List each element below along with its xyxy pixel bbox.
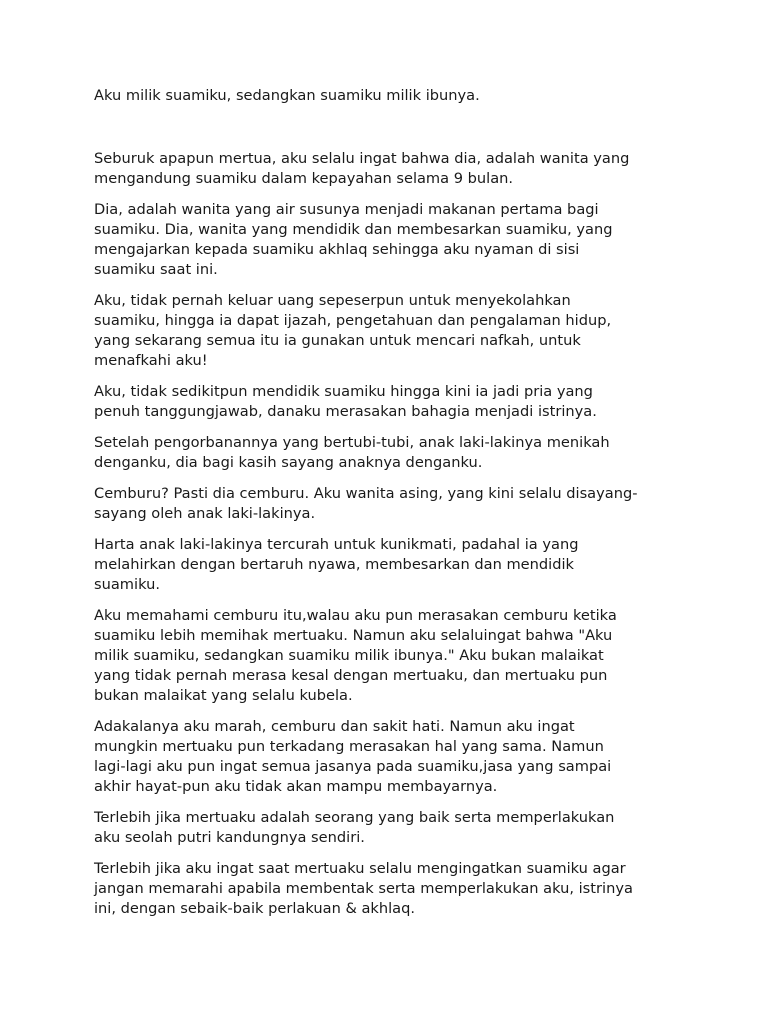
paragraph-6: Cemburu? Pasti dia cemburu. Aku wanita asing, yang kini selalu disayang- sayang oleh anak laki-lakinya. xyxy=(94,485,638,522)
paragraph-1: Seburuk apapun mertua, aku selalu ingat bahwa dia, adalah wanita yang mengandung suamiku dalam kepayahan selama 9 bulan. xyxy=(94,150,630,187)
paragraph-3: Aku, tidak pernah keluar uang sepeserpun untuk menyekolahkan suamiku, hingga ia dapat ijazah, pengetahuan dan pengalaman hidup, yang sekarang semua itu ia gunakan untuk mencari nafkah, untuk menafkahi aku! xyxy=(94,292,612,369)
paragraph-10: Terlebih jika mertuaku adalah seorang yang baik serta memperlakukan aku seolah putri kandungnya sendiri. xyxy=(94,809,615,846)
document-title: Aku milik suamiku, sedangkan suamiku milik ibunya. xyxy=(94,87,480,104)
paragraph-9: Adakalanya aku marah, cemburu dan sakit hati. Namun aku ingat mungkin mertuaku pun terkadang merasakan hal yang sama. Namun lagi-lagi aku pun ingat semua jasanya pada suamiku,jasa yang sampai akhir hayat-pun aku tidak akan mampu membayarnya. xyxy=(94,718,612,795)
paragraph-11: Terlebih jika aku ingat saat mertuaku selalu mengingatkan suamiku agar jangan memarahi apabila membentak serta memperlakukan aku, istrinya ini, dengan sebaik-baik perlakuan & akhlaq. xyxy=(94,860,633,917)
paragraph-4: Aku, tidak sedikitpun mendidik suamiku hingga kini ia jadi pria yang penuh tanggungjawab, danaku merasakan bahagia menjadi istrinya. xyxy=(94,383,597,420)
paragraph-8: Aku memahami cemburu itu,walau aku pun merasakan cemburu ketika suamiku lebih memihak mertuaku. Namun aku selaluingat bahwa "Aku milik suamiku, sedangkan suamiku milik ibunya." Aku bukan malaikat yang tidak pernah merasa kesal dengan mertuaku, dan mertuaku pun bukan malaikat yang selalu kubela. xyxy=(94,607,617,704)
paragraph-5: Setelah pengorbanannya yang bertubi-tubi, anak laki-lakinya menikah denganku, dia bagi kasih sayang anaknya denganku. xyxy=(94,434,610,471)
paragraph-2: Dia, adalah wanita yang air susunya menjadi makanan pertama bagi suamiku. Dia, wanita yang mendidik dan membesarkan suamiku, yang mengajarkan kepada suamiku akhlaq sehingga aku nyaman di sisi suamiku saat ini. xyxy=(94,201,613,278)
paragraph-7: Harta anak laki-lakinya tercurah untuk kunikmati, padahal ia yang melahirkan dengan bertaruh nyawa, membesarkan dan mendidik suamiku. xyxy=(94,536,579,593)
document-body xyxy=(94,86,684,930)
